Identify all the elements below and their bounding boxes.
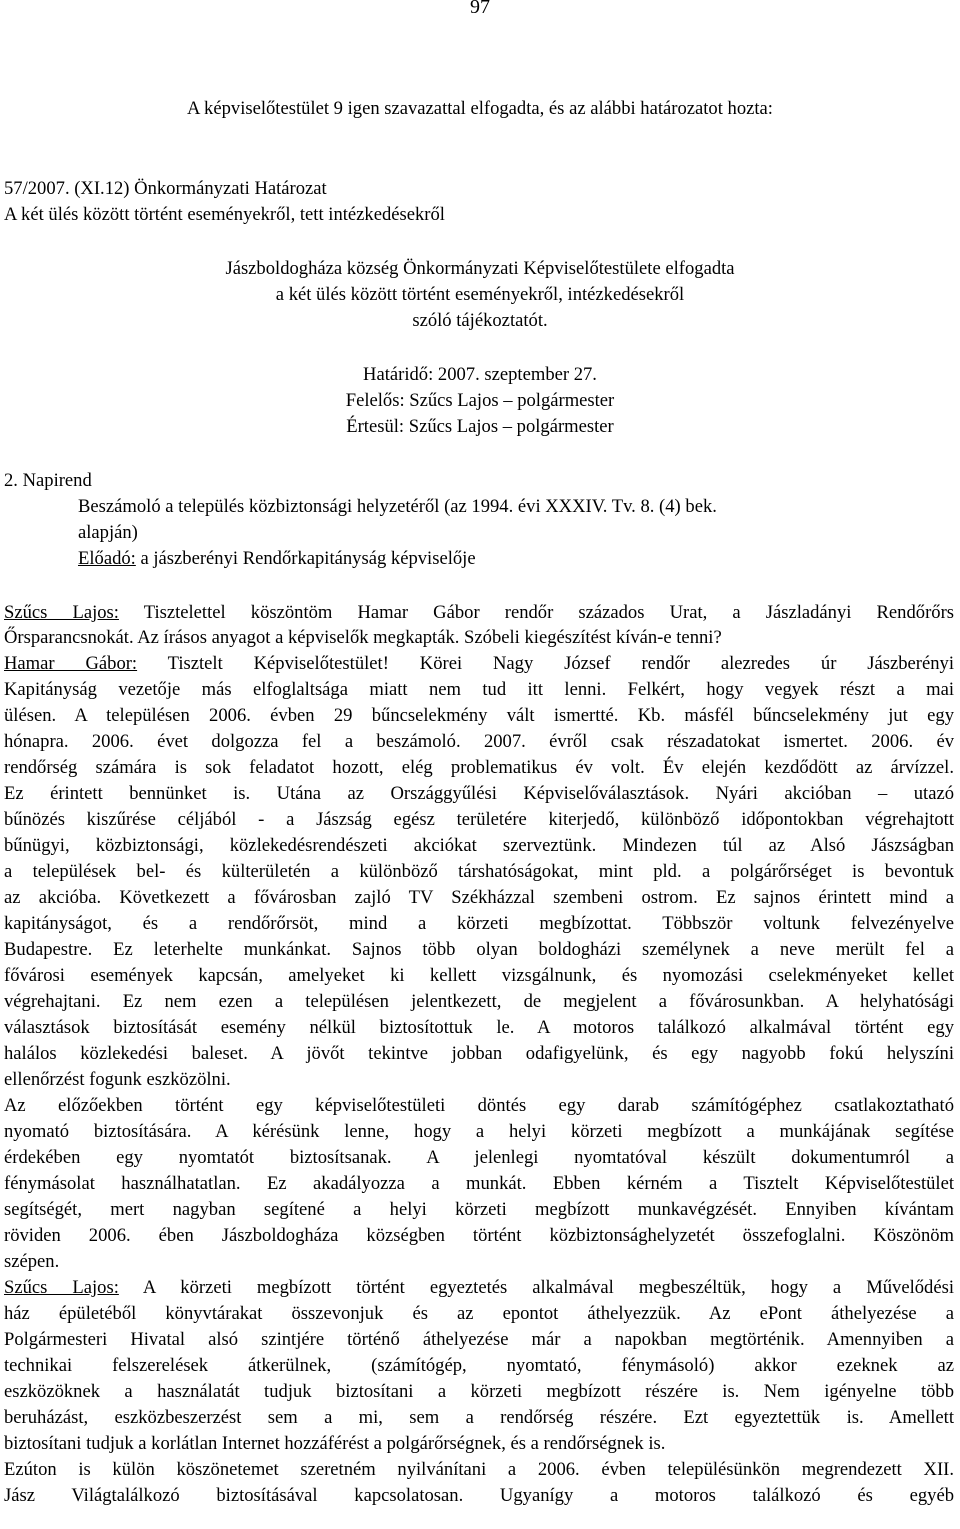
- resolution-notified: Értesül: Szűcs Lajos – polgármester: [346, 416, 614, 437]
- paragraph-line: ellenőrzést fogunk eszközölni.: [4, 1069, 231, 1090]
- agenda-presenter: [78, 546, 476, 571]
- paragraph-line: Budapestre. Ez leterhelte munkánkat. Sajnos több olyan boldogházi személynek a neve merült fel a: [4, 939, 954, 960]
- paragraph-line: ülésen. A településen 2006. évben 29 bűncselekmény vált ismertté. Kb. másfél bűncselekmény jut egy: [4, 705, 954, 726]
- paragraph-line: technikai felszerelések átkerülnek, (számítógép, nyomtató, fénymásoló) akkor ezeknek az: [4, 1355, 954, 1376]
- paragraph-line: Ez érintett bennünket is. Utána az Országgyűlési Képviselőválasztások. Nyári akcióban – utazó: [4, 783, 954, 804]
- paragraph-line: eszközöknek a használatát tudjuk biztosítani a körzeti megbízott részére is. Nem igényelne több: [4, 1381, 954, 1402]
- paragraph-line: végrehajtani. Ez nem ezen a településen jelentkezett, de megjelent a fővárosunkban. A helyhatósági: [4, 991, 954, 1012]
- paragraph-line: bűnözés kiszűrése céljából - a Jászság egész területére kiterjedő, különböző időpontokban végrehajtott: [4, 809, 954, 830]
- paragraph-line: fénymásolat használhatatlan. Ez akadályozza a munkát. Ebben kérném a Tisztelt Képviselőtestület: [4, 1173, 954, 1194]
- paragraph-line: hónapra. 2006. évet dolgozza fel a beszámoló. 2007. évről csak részadatokat ismertet. 2006. év: [4, 731, 954, 752]
- presenter-label: Előadó:: [78, 548, 136, 569]
- page-number: 97: [470, 0, 490, 18]
- resolution-deadline: Határidő: 2007. szeptember 27.: [363, 364, 597, 385]
- presenter-name: a jászberényi Rendőrkapitányság képviselője: [135, 548, 476, 569]
- paragraph-line: halálos közlekedési baleset. A jövőt tekintve jobban odafigyelünk, és egy nagyobb fokú helyszíni: [4, 1043, 954, 1064]
- paragraph-line: röviden 2006. ében Jászboldogháza községben történt közbiztonsághelyzetét összefoglalni. Köszönöm: [4, 1225, 954, 1246]
- paragraph-line: szépen.: [4, 1251, 60, 1272]
- speaker-name: Szűcs Lajos:: [4, 602, 119, 623]
- resolution-subject: A két ülés között történt eseményekről, tett intézkedésekről: [4, 204, 445, 225]
- paragraph-line: Az előzőekben történt egy képviselőtestületi döntés egy darab számítógéphez csatlakoztatható: [4, 1095, 954, 1116]
- agenda-heading: 2. Napirend: [4, 470, 92, 491]
- paragraph-line: nyomató biztosítására. A kérésünk lenne, hogy a helyi körzeti megbízott a munkájának segítése: [4, 1121, 954, 1142]
- resolution-text-line: a két ülés között történt eseményekről, intézkedésekről: [275, 284, 685, 305]
- paragraph-line: Szűcs Lajos: A körzeti megbízott történt egyeztetés alkalmával megbeszéltük, hogy a Művelődési: [4, 1277, 954, 1298]
- paragraph-line: rendőrség számára is sok feladatot hozott, elég problematikus év volt. Év elején kezdődött az árvízzel.: [4, 757, 954, 778]
- paragraph-line: kapitányságot, és a rendőrőrsöt, mind a körzeti megbízottat. Többször voltunk felvezényelve: [4, 913, 954, 934]
- paragraph-line: érdekében egy nyomtatót biztosítsanak. A jelenlegi nyomtatóval készült dokumentumról a: [4, 1147, 954, 1168]
- resolution-number: 57/2007. (XI.12) Önkormányzati Határozat: [4, 178, 327, 199]
- paragraph-line: segítségét, mert nagyban segítené a helyi körzeti megbízott munkavégzését. Ennyiben kívántam: [4, 1199, 954, 1220]
- paragraph-line: biztosítani tudjuk a korlátlan Internet hozzáférést a polgárőrségnek, és a rendőrségnek is.: [4, 1433, 666, 1454]
- intro-sentence: A képviselőtestület 9 igen szavazattal elfogadta, és az alábbi határozatot hozta:: [187, 98, 773, 119]
- resolution-text-line: Jászboldogháza község Önkormányzati Képviselőtestülete elfogadta: [225, 258, 735, 279]
- paragraph-line: bűnügyi, közbiztonsági, közlekedésrendészeti akciókat szerveztünk. Mindezen túl az Alsó Jászságban: [4, 835, 954, 856]
- resolution-responsible: Felelős: Szűcs Lajos – polgármester: [345, 390, 615, 411]
- paragraph-line: fővárosi események kapcsán, amelyeket ki kellett vizsgálnunk, és nyomozási cselekményeket kellet: [4, 965, 954, 986]
- paragraph-line: választások biztosítását esemény nélkül biztosítottuk le. A motoros találkozó alkalmával történt egy: [4, 1017, 954, 1038]
- paragraph-line: ház épületéből könyvtárakat összevonjuk és az epontot áthelyezzük. Az ePont áthelyezése a: [4, 1303, 954, 1324]
- paragraph-line: Jász Világtalálkozó biztosításával kapcsolatosan. Ugyanígy a motoros találkozó és egyéb: [4, 1485, 954, 1506]
- paragraph-line: beruházást, eszközbeszerzést sem a mi, sem a rendőrség részére. Ezt egyeztettük is. Amellett: [4, 1407, 954, 1428]
- paragraph-line: az akcióba. Következett a fővárosban zajló TV Székházzal szembeni ostrom. Ez sajnos érintett mind a: [4, 887, 954, 908]
- agenda-title-cont: alapján): [78, 522, 138, 543]
- paragraph-line: Polgármesteri Hivatal alsó szintjére történő áthelyezése már a napokban megtörténik. Amennyiben a: [4, 1329, 954, 1350]
- paragraph-line: Ezúton is külön köszönetemet szeretném nyilvánítani a 2006. évben településünkön megrendezett XII.: [4, 1459, 954, 1480]
- paragraph-line: Őrsparancsnokát. Az írásos anyagot a képviselők megkapták. Szóbeli kiegészítést kíván-e tenni?: [4, 627, 722, 648]
- paragraph-line: Hamar Gábor: Tisztelt Képviselőtestület! Körei Nagy József rendőr alezredes úr Jászberényi: [4, 653, 954, 674]
- paragraph-line: a települések bel- és külterületén a különböző társhatóságokat, mint pld. a polgárőrséget is bevontuk: [4, 861, 954, 882]
- paragraph-line: Kapitányság vezetője más elfoglaltsága miatt nem tud itt lenni. Felkért, hogy vegyek részt a mai: [4, 679, 954, 700]
- agenda-title: Beszámoló a település közbiztonsági helyzetéről (az 1994. évi XXXIV. Tv. 8. (4) bek.: [78, 496, 717, 517]
- speaker-name: Hamar Gábor:: [4, 653, 138, 674]
- speaker-name: Szűcs Lajos:: [4, 1277, 119, 1298]
- paragraph-line: Szűcs Lajos: Tisztelettel köszöntöm Hamar Gábor rendőr százados Urat, a Jászladányi Rendőrőrs: [4, 602, 954, 623]
- resolution-text-line: szóló tájékoztatót.: [412, 310, 548, 331]
